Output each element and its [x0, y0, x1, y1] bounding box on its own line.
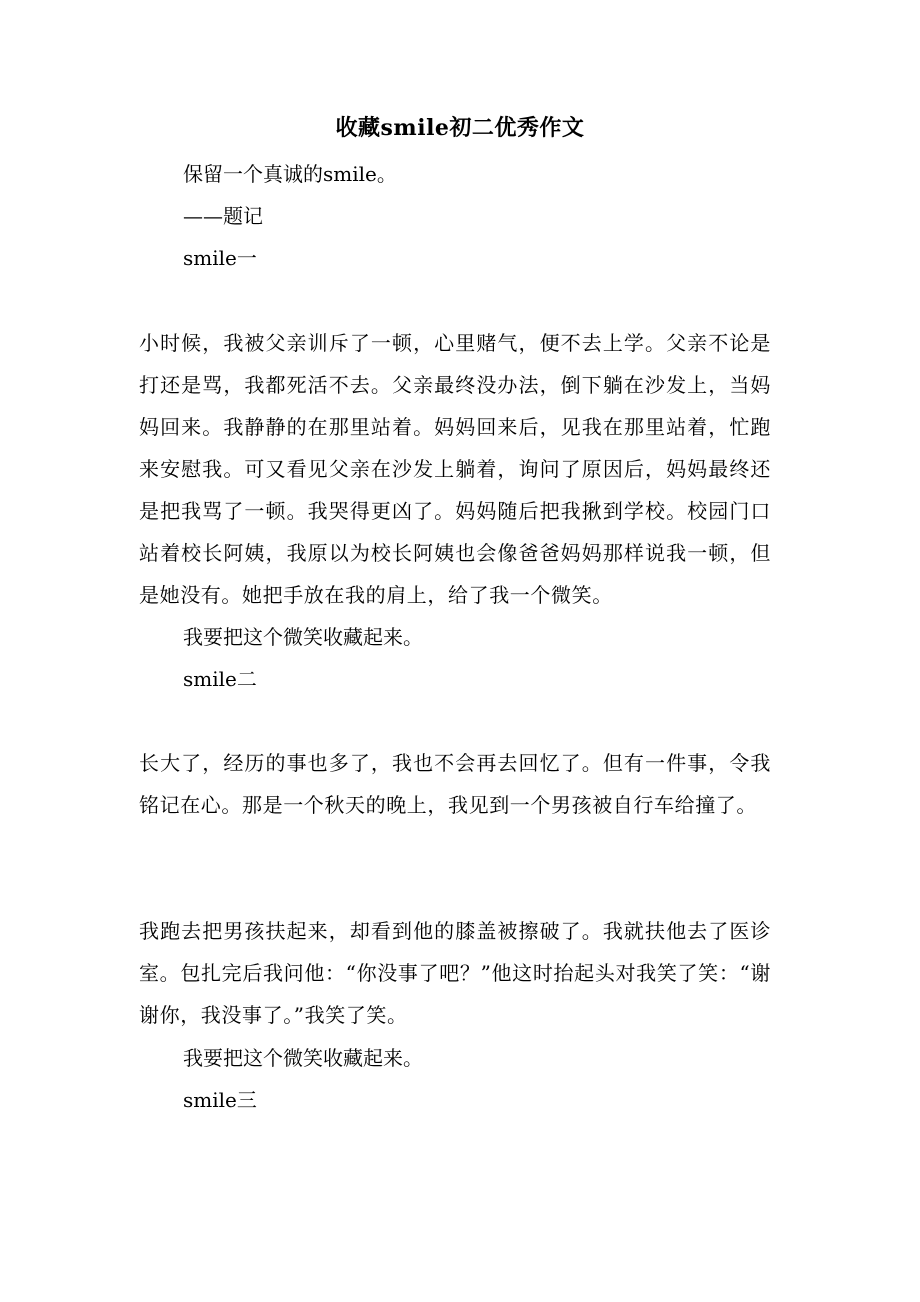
- epigraph-attribution: ——题记: [183, 204, 263, 228]
- document-title: 收藏smile初二优秀作文: [335, 115, 585, 141]
- section-heading-1: smile一: [183, 246, 257, 270]
- section2-closing: 我要把这个微笑收藏起来。: [183, 1046, 423, 1070]
- section2-paragraph-1: 长大了，经历的事也多了，我也不会再去回忆了。但有一件事，令我铭记在心。那是一个秋天的晚上，我见到一个男孩被自行车给撞了。: [139, 751, 771, 817]
- section1-closing: 我要把这个微笑收藏起来。: [183, 625, 423, 649]
- section-heading-2: smile二: [183, 667, 257, 691]
- section2-paragraph-2: 我跑去把男孩扶起来，却看到他的膝盖被擦破了。我就扶他去了医诊室。包扎完后我问他：“你没事了吧？”他这时抬起头对我笑了笑：“谢谢你，我没事了。”我笑了笑。: [139, 919, 771, 1027]
- section-heading-3: smile三: [183, 1088, 257, 1112]
- epigraph: 保留一个真诚的smile。: [183, 162, 397, 186]
- section1-paragraph: 小时候，我被父亲训斥了一顿，心里赌气，便不去上学。父亲不论是打还是骂，我都死活不去。父亲最终没办法，倒下躺在沙发上，当妈妈回来。我静静的在那里站着。妈妈回来后，见我在那里站着，忙跑来安慰我。可又看见父亲在沙发上躺着，询问了原因后，妈妈最终还是把我骂了一顿。我哭得更凶了。妈妈随后把我揪到学校。校园门口站着校长阿姨，我原以为校长阿姨也会像爸爸妈妈那样说我一顿，但是她没有。她把手放在我的肩上，给了我一个微笑。: [139, 331, 771, 607]
